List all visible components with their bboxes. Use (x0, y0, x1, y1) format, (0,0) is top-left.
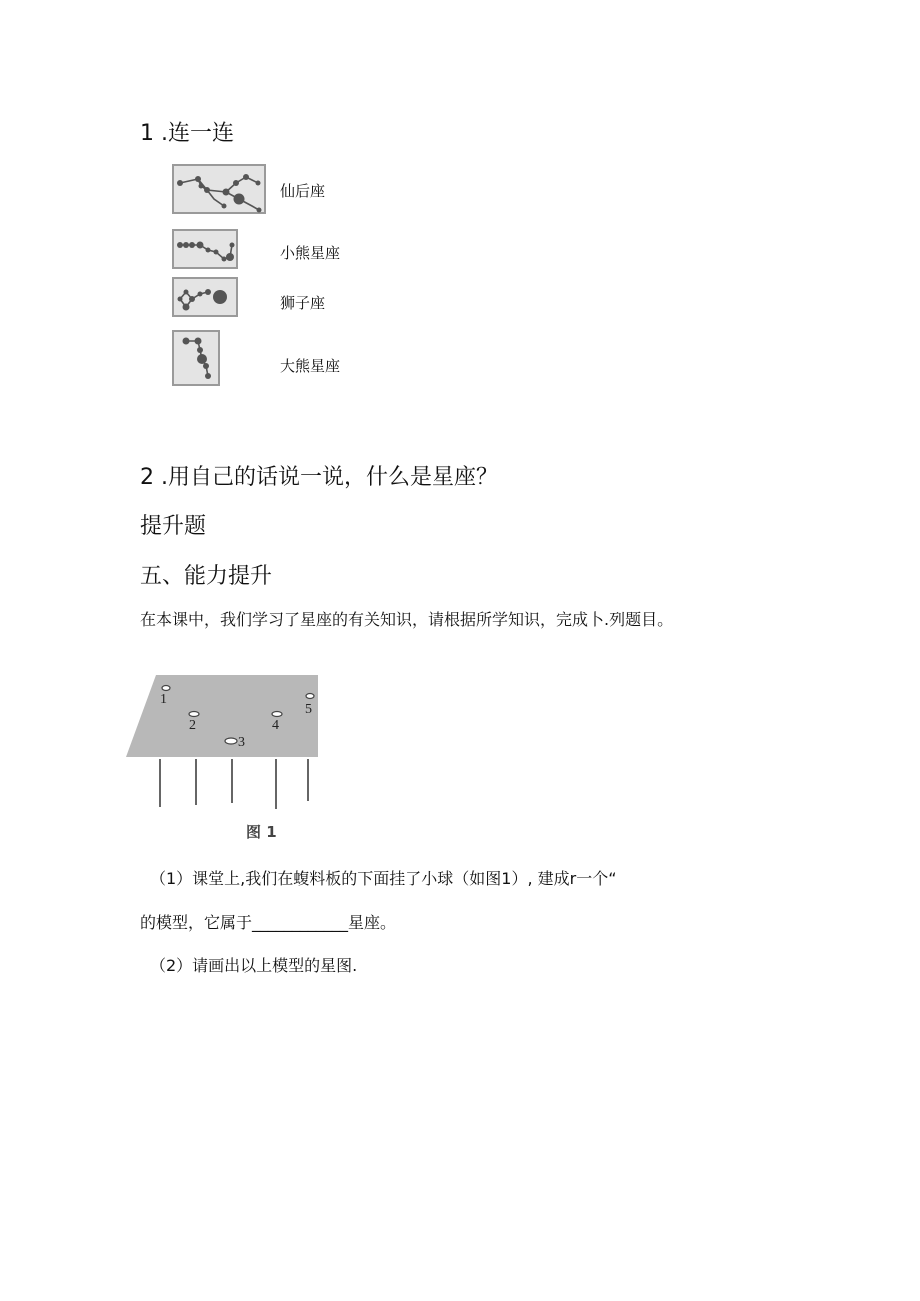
ball-marker-3 (225, 738, 237, 744)
constellation-label-1: 仙后座 (280, 182, 326, 200)
ball-marker-5 (306, 694, 314, 699)
ball-label-2: 2 (189, 718, 196, 733)
ball-label-1: 1 (160, 692, 167, 707)
constellation-label-3: 狮子座 (280, 294, 326, 312)
hanging-ball-model-illustration (126, 673, 320, 843)
sub1-line1: （1）课堂上,我们在蝮料板的下面挂了小球（如图1）, 建成r一个“ (150, 869, 617, 888)
sub1-line2-suffix: 星座。 (348, 913, 397, 932)
ball-label-4: 4 (272, 718, 279, 733)
constellation-label-4: 大熊星座 (280, 357, 341, 375)
section5-title: 五、能力提升 (140, 564, 273, 589)
constellation-icon-d (174, 332, 222, 388)
ball-label-3: 3 (238, 735, 245, 750)
ball-marker-2 (189, 712, 199, 717)
ball-marker-1 (162, 686, 170, 691)
constellation-icon-c (174, 279, 240, 319)
section5-intro: 在本课中，我们学习了星座的有关知识，请根据所学知识，完成卜.列题目。 (140, 610, 674, 629)
figure-caption: 图 1 (246, 823, 277, 841)
ball-label-5: 5 (305, 702, 312, 717)
constellation-icon-a (174, 166, 268, 216)
sub1-line2-prefix: 的模型，它属于 (140, 913, 253, 932)
sub2-text: （2）请画出以上模型的星图. (150, 956, 358, 975)
plastic-board (126, 675, 318, 757)
ball-marker-4 (272, 712, 282, 717)
constellation-picture-3 (172, 277, 238, 317)
constellation-picture-1 (172, 164, 266, 214)
section-label: 提升题 (140, 514, 207, 539)
sub1-line2 (140, 910, 396, 933)
constellation-label-2: 小熊星座 (280, 244, 341, 262)
q2-title: 2 .用自己的话说一说，什么是星座？ (140, 465, 498, 490)
figure-1 (126, 673, 320, 843)
constellation-picture-4 (172, 330, 220, 386)
constellation-icon-b (174, 231, 240, 271)
answer-blank[interactable]: ____________ (252, 913, 349, 932)
constellation-picture-2 (172, 229, 238, 269)
q1-title: 1 .连一连 (140, 121, 234, 146)
